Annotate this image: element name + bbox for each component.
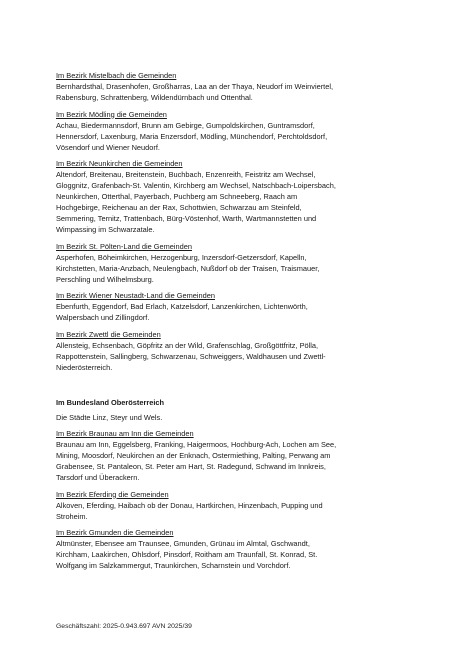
reference-number: Geschäftszahl: 2025-0.943.697 AVN 2025/39	[56, 623, 192, 630]
district-heading: Im Bezirk Zwettl die Gemeinden	[56, 329, 161, 339]
municipality-line: Altendorf, Breitenau, Breitenstein, Buchbach, Enzenreith, Feistritz am Wechsel,	[56, 170, 316, 179]
municipality-line: Walpersbach und Zillingdorf.	[56, 313, 150, 322]
municipality-line: Kirchstetten, Maria-Anzbach, Neulengbach, Nußdorf ob der Traisen, Traismauer,	[56, 263, 320, 273]
municipality-line: Perschling und Wilhelmsburg.	[56, 274, 154, 284]
district-heading: Im Bezirk Gmunden die Gemeinden	[56, 528, 174, 537]
district-section	[56, 290, 418, 323]
state-heading: Im Bundesland Oberösterreich	[56, 397, 165, 407]
district-section	[56, 109, 418, 153]
municipality-line: Tarsdorf und Überackern.	[56, 473, 140, 482]
municipality-line: Neunkirchen, Otterthal, Payerbach, Puchberg am Schneeberg, Raach am	[56, 192, 298, 201]
municipality-line: Wolfgang im Salzkammergut, Traunkirchen, Scharnstein und Vorchdorf.	[56, 561, 291, 570]
district-section	[56, 428, 418, 483]
document-page	[56, 70, 418, 577]
municipality-line: Semmering, Ternitz, Trattenbach, Bürg-Vöstenhof, Warth, Wartmannstetten und	[56, 214, 317, 223]
municipality-line: Niederösterreich.	[56, 362, 113, 372]
district-heading: Im Bezirk St. Pölten-Land die Gemeinden	[56, 241, 192, 251]
district-section	[56, 70, 418, 103]
municipality-line: Wimpassing im Schwarzatale.	[56, 225, 155, 234]
district-section	[56, 241, 418, 285]
municipality-line: Kirchham, Laakirchen, Ohlsdorf, Pinsdorf, Roitham am Traunfall, St. Konrad, St.	[56, 550, 318, 559]
district-heading: Im Bezirk Neunkirchen die Gemeinden	[56, 159, 183, 168]
district-heading: Im Bezirk Braunau am Inn die Gemeinden	[56, 429, 194, 438]
district-heading: Im Bezirk Mödling die Gemeinden	[56, 109, 167, 119]
municipality-line: Bernhardsthal, Drasenhofen, Großharras, Laa an der Thaya, Neudorf im Weinviertel,	[56, 82, 334, 91]
district-heading: Im Bezirk Eferding die Gemeinden	[56, 489, 169, 499]
municipality-line: Altmünster, Ebensee am Traunsee, Gmunden, Grünau im Almtal, Gschwandt,	[56, 539, 310, 548]
municipality-line: Vösendorf und Wiener Neudorf.	[56, 142, 160, 152]
district-heading: Im Bezirk Mistelbach die Gemeinden	[56, 71, 177, 80]
municipality-line: Achau, Biedermannsdorf, Brunn am Gebirge, Gumpoldskirchen, Guntramsdorf,	[56, 120, 315, 130]
municipality-line: Hochgebirge, Reichenau an der Rax, Schottwien, Schwarzau am Steinfeld,	[56, 203, 302, 212]
municipality-line: Rappottenstein, Sallingberg, Schwarzenau, Schweiggers, Waldhausen und Zwettl-	[56, 351, 326, 361]
municipality-line: Rabensburg, Schrattenberg, Wildendürnbach und Ottenthal.	[56, 93, 253, 102]
municipality-line: Gloggnitz, Grafenbach-St. Valentin, Kirchberg am Wechsel, Natschbach-Loipersbach,	[56, 181, 336, 190]
municipality-line: Ebenfurth, Eggendorf, Bad Erlach, Katzelsdorf, Lanzenkirchen, Lichtenwörth,	[56, 302, 308, 311]
district-list-upper-austria	[56, 428, 418, 571]
district-heading: Im Bezirk Wiener Neustadt-Land die Gemeinden	[56, 291, 215, 300]
municipality-line: Mining, Moosdorf, Neukirchen an der Enknach, Ostermiething, Palting, Perwang am	[56, 451, 331, 460]
district-section	[56, 158, 418, 235]
district-section	[56, 527, 418, 571]
district-section	[56, 329, 418, 373]
cities-line: Die Städte Linz, Steyr und Wels.	[56, 412, 163, 422]
municipality-line: Braunau am Inn, Eggelsberg, Franking, Haigermoos, Hochburg-Ach, Lochen am See,	[56, 440, 337, 449]
municipality-line: Grabensee, St. Pantaleon, St. Peter am Hart, St. Radegund, Schwand im Innkreis,	[56, 462, 326, 471]
district-section	[56, 489, 418, 522]
municipality-line: Hennersdorf, Laxenburg, Maria Enzersdorf, Mödling, Münchendorf, Perchtoldsdorf,	[56, 131, 328, 141]
municipality-line: Allensteig, Echsenbach, Göpfritz an der Wild, Grafenschlag, Großgöttfritz, Pölla,	[56, 340, 319, 350]
district-list-lower-austria	[56, 70, 418, 373]
municipality-line: Asperhofen, Böheimkirchen, Herzogenburg, Inzersdorf-Getzersdorf, Kapelln,	[56, 252, 307, 262]
municipality-line: Alkoven, Eferding, Haibach ob der Donau, Hartkirchen, Hinzenbach, Pupping und	[56, 500, 323, 510]
municipality-line: Stroheim.	[56, 511, 88, 521]
